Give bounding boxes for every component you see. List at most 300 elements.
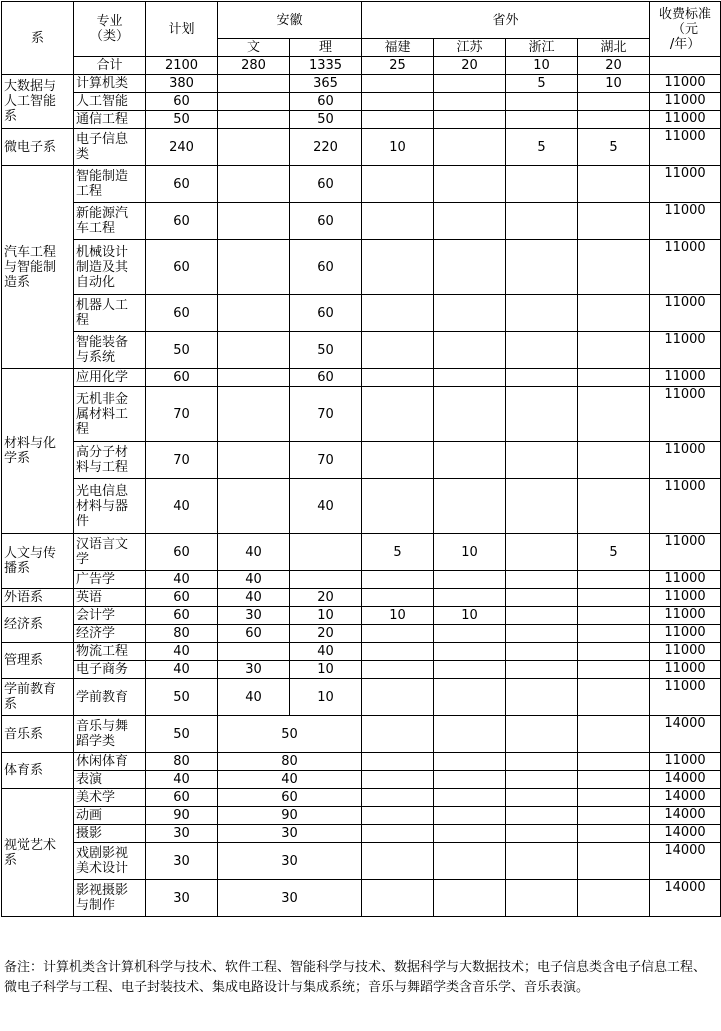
hubei-cell xyxy=(578,571,650,589)
hubei-cell: 5 xyxy=(578,129,650,166)
fujian-cell xyxy=(362,295,434,332)
anhui-li-cell: 60 xyxy=(290,240,362,295)
zhejiang-cell xyxy=(506,661,578,679)
hubei-cell xyxy=(578,880,650,917)
jiangsu-cell: 10 xyxy=(434,607,506,625)
fee-cell: 11000 xyxy=(650,203,721,240)
fee-cell: 14000 xyxy=(650,807,721,825)
anhui-li-cell: 40 xyxy=(290,643,362,661)
anhui-li-cell: 220 xyxy=(290,129,362,166)
plan-cell: 70 xyxy=(146,387,218,442)
totals-wen: 280 xyxy=(218,57,290,75)
major-name-cell: 无机非金 属材料工 程 xyxy=(74,387,146,442)
table-row xyxy=(2,571,721,589)
jiangsu-cell xyxy=(434,571,506,589)
table-row xyxy=(2,716,721,753)
major-name-cell: 休闲体育 xyxy=(74,753,146,771)
fujian-cell xyxy=(362,880,434,917)
plan-cell: 60 xyxy=(146,240,218,295)
hubei-cell xyxy=(578,479,650,534)
hubei-cell xyxy=(578,843,650,880)
zhejiang-cell xyxy=(506,295,578,332)
department-cell: 经济系 xyxy=(2,607,74,643)
major-name-cell: 经济学 xyxy=(74,625,146,643)
major-name-cell: 智能制造 工程 xyxy=(74,166,146,203)
jiangsu-cell xyxy=(434,479,506,534)
jiangsu-cell xyxy=(434,753,506,771)
zhejiang-cell xyxy=(506,643,578,661)
zhejiang-cell xyxy=(506,589,578,607)
anhui-wen-cell: 40 xyxy=(218,571,290,589)
hubei-cell: 10 xyxy=(578,75,650,93)
anhui-wen-cell: 30 xyxy=(218,607,290,625)
department-cell: 大数据与 人工智能 系 xyxy=(2,75,74,129)
jiangsu-cell xyxy=(434,129,506,166)
anhui-li-cell: 60 xyxy=(290,295,362,332)
major-name-cell: 计算机类 xyxy=(74,75,146,93)
hubei-cell xyxy=(578,203,650,240)
fujian-cell xyxy=(362,571,434,589)
fujian-cell xyxy=(362,625,434,643)
anhui-wen-cell xyxy=(218,240,290,295)
fujian-cell xyxy=(362,240,434,295)
jiangsu-cell xyxy=(434,295,506,332)
zhejiang-cell xyxy=(506,679,578,716)
table-row xyxy=(2,166,721,203)
plan-cell: 80 xyxy=(146,753,218,771)
hubei-cell xyxy=(578,807,650,825)
anhui-li-cell: 20 xyxy=(290,589,362,607)
zhejiang-cell xyxy=(506,753,578,771)
plan-cell: 30 xyxy=(146,825,218,843)
fee-cell: 11000 xyxy=(650,679,721,716)
plan-cell: 60 xyxy=(146,93,218,111)
zhejiang-cell xyxy=(506,166,578,203)
jiangsu-cell xyxy=(434,825,506,843)
department-cell: 微电子系 xyxy=(2,129,74,166)
anhui-wen-cell xyxy=(218,203,290,240)
department-cell: 体育系 xyxy=(2,753,74,789)
zhejiang-cell: 5 xyxy=(506,75,578,93)
fujian-cell xyxy=(362,369,434,387)
fee-cell: 14000 xyxy=(650,843,721,880)
table-row xyxy=(2,661,721,679)
fujian-cell: 5 xyxy=(362,534,434,571)
plan-cell: 70 xyxy=(146,442,218,479)
major-name-cell: 通信工程 xyxy=(74,111,146,129)
department-cell: 汽车工程 与智能制 造系 xyxy=(2,166,74,369)
fee-cell: 14000 xyxy=(650,716,721,753)
table-row xyxy=(2,387,721,442)
department-cell: 学前教育 系 xyxy=(2,679,74,716)
table-row xyxy=(2,203,721,240)
fujian-cell: 10 xyxy=(362,607,434,625)
major-name-cell: 摄影 xyxy=(74,825,146,843)
major-name-cell: 新能源汽 车工程 xyxy=(74,203,146,240)
zhejiang-cell xyxy=(506,369,578,387)
anhui-combined-cell: 60 xyxy=(218,789,362,807)
fee-cell: 11000 xyxy=(650,442,721,479)
header-fujian: 福建 xyxy=(362,39,434,57)
jiangsu-cell xyxy=(434,240,506,295)
plan-cell: 380 xyxy=(146,75,218,93)
table-row xyxy=(2,442,721,479)
fee-cell: 11000 xyxy=(650,166,721,203)
header-dept: 系 xyxy=(2,2,74,75)
table-row xyxy=(2,753,721,771)
fujian-cell: 10 xyxy=(362,129,434,166)
jiangsu-cell xyxy=(434,589,506,607)
major-name-cell: 人工智能 xyxy=(74,93,146,111)
table-row xyxy=(2,880,721,917)
table-row xyxy=(2,479,721,534)
anhui-li-cell: 20 xyxy=(290,625,362,643)
table-row xyxy=(2,75,721,93)
anhui-combined-cell: 50 xyxy=(218,716,362,753)
anhui-wen-cell xyxy=(218,643,290,661)
anhui-li-cell: 50 xyxy=(290,111,362,129)
plan-cell: 60 xyxy=(146,607,218,625)
anhui-li-cell: 365 xyxy=(290,75,362,93)
plan-cell: 40 xyxy=(146,643,218,661)
footnote: 备注：计算机类含计算机科学与技术、软件工程、智能科学与技术、数据科学与大数据技术；电子信息类含电子信息工程、微电子科学与工程、电子封装技术、集成电路设计与集成系统；音乐与舞蹈学类含音乐学、音乐表演。 xyxy=(4,960,707,995)
fujian-cell xyxy=(362,387,434,442)
hubei-cell xyxy=(578,589,650,607)
anhui-li-cell: 10 xyxy=(290,607,362,625)
header-anhui: 安徽 xyxy=(218,2,362,39)
plan-cell: 40 xyxy=(146,661,218,679)
department-cell: 视觉艺术 系 xyxy=(2,789,74,917)
plan-cell: 50 xyxy=(146,679,218,716)
table-row xyxy=(2,789,721,807)
fujian-cell xyxy=(362,93,434,111)
plan-cell: 40 xyxy=(146,571,218,589)
table-row xyxy=(2,843,721,880)
table-row xyxy=(2,807,721,825)
anhui-wen-cell xyxy=(218,75,290,93)
anhui-wen-cell xyxy=(218,442,290,479)
table-row xyxy=(2,643,721,661)
header-jiangsu: 江苏 xyxy=(434,39,506,57)
major-name-cell: 智能装备 与系统 xyxy=(74,332,146,369)
table-row xyxy=(2,625,721,643)
zhejiang-cell xyxy=(506,534,578,571)
fee-cell: 14000 xyxy=(650,771,721,789)
fee-cell: 11000 xyxy=(650,643,721,661)
fujian-cell xyxy=(362,643,434,661)
fujian-cell xyxy=(362,661,434,679)
hubei-cell xyxy=(578,332,650,369)
plan-cell: 50 xyxy=(146,716,218,753)
table-row xyxy=(2,111,721,129)
plan-cell: 40 xyxy=(146,771,218,789)
fujian-cell xyxy=(362,442,434,479)
hubei-cell xyxy=(578,93,650,111)
zhejiang-cell xyxy=(506,716,578,753)
zhejiang-cell xyxy=(506,479,578,534)
header-wen: 文 xyxy=(218,39,290,57)
anhui-wen-cell xyxy=(218,369,290,387)
jiangsu-cell xyxy=(434,93,506,111)
fujian-cell xyxy=(362,166,434,203)
anhui-wen-cell xyxy=(218,387,290,442)
fujian-cell xyxy=(362,825,434,843)
header-plan: 计划 xyxy=(146,2,218,57)
jiangsu-cell xyxy=(434,643,506,661)
fujian-cell xyxy=(362,753,434,771)
department-cell: 音乐系 xyxy=(2,716,74,753)
jiangsu-cell xyxy=(434,369,506,387)
zhejiang-cell xyxy=(506,789,578,807)
major-name-cell: 应用化学 xyxy=(74,369,146,387)
totals-jiangsu: 20 xyxy=(434,57,506,75)
anhui-wen-cell xyxy=(218,479,290,534)
hubei-cell xyxy=(578,240,650,295)
zhejiang-cell xyxy=(506,571,578,589)
anhui-li-cell: 70 xyxy=(290,387,362,442)
anhui-combined-cell: 30 xyxy=(218,843,362,880)
major-name-cell: 机械设计 制造及其 自动化 xyxy=(74,240,146,295)
plan-cell: 60 xyxy=(146,295,218,332)
anhui-li-cell: 40 xyxy=(290,479,362,534)
fujian-cell xyxy=(362,807,434,825)
plan-cell: 60 xyxy=(146,166,218,203)
table-row xyxy=(2,129,721,166)
zhejiang-cell xyxy=(506,111,578,129)
hubei-cell xyxy=(578,789,650,807)
zhejiang-cell xyxy=(506,807,578,825)
hubei-cell xyxy=(578,771,650,789)
header-outside: 省外 xyxy=(362,2,650,39)
totals-zhejiang: 10 xyxy=(506,57,578,75)
zhejiang-cell xyxy=(506,203,578,240)
jiangsu-cell xyxy=(434,166,506,203)
jiangsu-cell xyxy=(434,203,506,240)
plan-cell: 60 xyxy=(146,589,218,607)
zhejiang-cell xyxy=(506,240,578,295)
plan-cell: 40 xyxy=(146,479,218,534)
hubei-cell xyxy=(578,166,650,203)
fee-cell: 14000 xyxy=(650,825,721,843)
hubei-cell xyxy=(578,661,650,679)
fee-cell: 14000 xyxy=(650,789,721,807)
plan-cell: 240 xyxy=(146,129,218,166)
major-name-cell: 物流工程 xyxy=(74,643,146,661)
fee-cell: 11000 xyxy=(650,295,721,332)
table-row xyxy=(2,240,721,295)
fee-cell: 11000 xyxy=(650,571,721,589)
anhui-li-cell: 60 xyxy=(290,369,362,387)
major-name-cell: 学前教育 xyxy=(74,679,146,716)
anhui-combined-cell: 90 xyxy=(218,807,362,825)
zhejiang-cell xyxy=(506,771,578,789)
jiangsu-cell xyxy=(434,679,506,716)
anhui-li-cell: 10 xyxy=(290,679,362,716)
anhui-li-cell: 50 xyxy=(290,332,362,369)
hubei-cell xyxy=(578,607,650,625)
hubei-cell xyxy=(578,442,650,479)
table-row xyxy=(2,534,721,571)
fujian-cell xyxy=(362,589,434,607)
header-fee: 收费标准 （元 /年） xyxy=(650,2,721,57)
hubei-cell xyxy=(578,387,650,442)
anhui-li-cell xyxy=(290,571,362,589)
fee-cell: 11000 xyxy=(650,111,721,129)
plan-cell: 80 xyxy=(146,625,218,643)
anhui-wen-cell: 30 xyxy=(218,661,290,679)
fee-cell: 11000 xyxy=(650,129,721,166)
anhui-li-cell: 60 xyxy=(290,93,362,111)
anhui-wen-cell: 60 xyxy=(218,625,290,643)
hubei-cell xyxy=(578,825,650,843)
hubei-cell xyxy=(578,643,650,661)
major-name-cell: 美术学 xyxy=(74,789,146,807)
anhui-li-cell: 60 xyxy=(290,203,362,240)
zhejiang-cell xyxy=(506,825,578,843)
totals-label: 合计 xyxy=(74,57,146,75)
header-li: 理 xyxy=(290,39,362,57)
zhejiang-cell xyxy=(506,607,578,625)
fujian-cell xyxy=(362,479,434,534)
header-major: 专业 （类） xyxy=(74,2,146,57)
anhui-wen-cell: 40 xyxy=(218,589,290,607)
fee-cell: 11000 xyxy=(650,75,721,93)
totals-plan: 2100 xyxy=(146,57,218,75)
zhejiang-cell xyxy=(506,387,578,442)
fee-cell: 11000 xyxy=(650,534,721,571)
anhui-wen-cell xyxy=(218,166,290,203)
hubei-cell xyxy=(578,111,650,129)
major-name-cell: 影视摄影 与制作 xyxy=(74,880,146,917)
table-row xyxy=(2,295,721,332)
zhejiang-cell xyxy=(506,843,578,880)
major-name-cell: 机器人工 程 xyxy=(74,295,146,332)
plan-cell: 60 xyxy=(146,203,218,240)
plan-cell: 60 xyxy=(146,369,218,387)
hubei-cell xyxy=(578,716,650,753)
anhui-li-cell: 10 xyxy=(290,661,362,679)
header-zhejiang: 浙江 xyxy=(506,39,578,57)
department-cell: 外语系 xyxy=(2,589,74,607)
major-name-cell: 汉语言文 学 xyxy=(74,534,146,571)
fee-cell: 11000 xyxy=(650,479,721,534)
department-cell: 材料与化 学系 xyxy=(2,369,74,534)
jiangsu-cell xyxy=(434,880,506,917)
hubei-cell xyxy=(578,679,650,716)
jiangsu-cell xyxy=(434,75,506,93)
fee-cell: 11000 xyxy=(650,387,721,442)
jiangsu-cell xyxy=(434,332,506,369)
hubei-cell xyxy=(578,369,650,387)
fee-cell: 11000 xyxy=(650,93,721,111)
enrollment-plan-table xyxy=(1,1,721,917)
hubei-cell: 5 xyxy=(578,534,650,571)
fujian-cell xyxy=(362,332,434,369)
table-row xyxy=(2,825,721,843)
zhejiang-cell xyxy=(506,93,578,111)
fujian-cell xyxy=(362,843,434,880)
plan-cell: 30 xyxy=(146,880,218,917)
fujian-cell xyxy=(362,771,434,789)
anhui-combined-cell: 30 xyxy=(218,880,362,917)
fujian-cell xyxy=(362,75,434,93)
table-row xyxy=(2,679,721,716)
department-cell: 管理系 xyxy=(2,643,74,679)
major-name-cell: 高分子材 料与工程 xyxy=(74,442,146,479)
major-name-cell: 电子商务 xyxy=(74,661,146,679)
anhui-combined-cell: 80 xyxy=(218,753,362,771)
jiangsu-cell xyxy=(434,771,506,789)
jiangsu-cell xyxy=(434,111,506,129)
table-row xyxy=(2,332,721,369)
totals-hubei: 20 xyxy=(578,57,650,75)
zhejiang-cell xyxy=(506,332,578,369)
anhui-li-cell: 60 xyxy=(290,166,362,203)
zhejiang-cell xyxy=(506,880,578,917)
plan-cell: 60 xyxy=(146,789,218,807)
zhejiang-cell: 5 xyxy=(506,129,578,166)
table-row xyxy=(2,607,721,625)
hubei-cell xyxy=(578,753,650,771)
major-name-cell: 戏剧影视 美术设计 xyxy=(74,843,146,880)
anhui-wen-cell xyxy=(218,332,290,369)
major-name-cell: 电子信息 类 xyxy=(74,129,146,166)
header-hubei: 湖北 xyxy=(578,39,650,57)
hubei-cell xyxy=(578,295,650,332)
anhui-li-cell xyxy=(290,534,362,571)
fujian-cell xyxy=(362,679,434,716)
fee-cell: 11000 xyxy=(650,607,721,625)
anhui-wen-cell xyxy=(218,93,290,111)
table-row xyxy=(2,369,721,387)
anhui-wen-cell: 40 xyxy=(218,679,290,716)
jiangsu-cell: 10 xyxy=(434,534,506,571)
fee-cell: 11000 xyxy=(650,240,721,295)
department-cell: 人文与传 播系 xyxy=(2,534,74,589)
fujian-cell xyxy=(362,111,434,129)
major-name-cell: 会计学 xyxy=(74,607,146,625)
jiangsu-cell xyxy=(434,661,506,679)
plan-cell: 90 xyxy=(146,807,218,825)
fujian-cell xyxy=(362,716,434,753)
anhui-li-cell: 70 xyxy=(290,442,362,479)
jiangsu-cell xyxy=(434,843,506,880)
major-name-cell: 音乐与舞 蹈学类 xyxy=(74,716,146,753)
totals-fujian: 25 xyxy=(362,57,434,75)
jiangsu-cell xyxy=(434,442,506,479)
plan-cell: 30 xyxy=(146,843,218,880)
major-name-cell: 光电信息 材料与器 件 xyxy=(74,479,146,534)
major-name-cell: 动画 xyxy=(74,807,146,825)
jiangsu-cell xyxy=(434,387,506,442)
jiangsu-cell xyxy=(434,625,506,643)
totals-fee xyxy=(650,57,721,75)
fee-cell: 11000 xyxy=(650,625,721,643)
fujian-cell xyxy=(362,203,434,240)
plan-cell: 50 xyxy=(146,111,218,129)
fee-cell: 11000 xyxy=(650,369,721,387)
major-name-cell: 英语 xyxy=(74,589,146,607)
jiangsu-cell xyxy=(434,789,506,807)
fee-cell: 14000 xyxy=(650,880,721,917)
table-row xyxy=(2,93,721,111)
jiangsu-cell xyxy=(434,807,506,825)
anhui-wen-cell: 40 xyxy=(218,534,290,571)
hubei-cell xyxy=(578,625,650,643)
zhejiang-cell xyxy=(506,442,578,479)
zhejiang-cell xyxy=(506,625,578,643)
major-name-cell: 表演 xyxy=(74,771,146,789)
